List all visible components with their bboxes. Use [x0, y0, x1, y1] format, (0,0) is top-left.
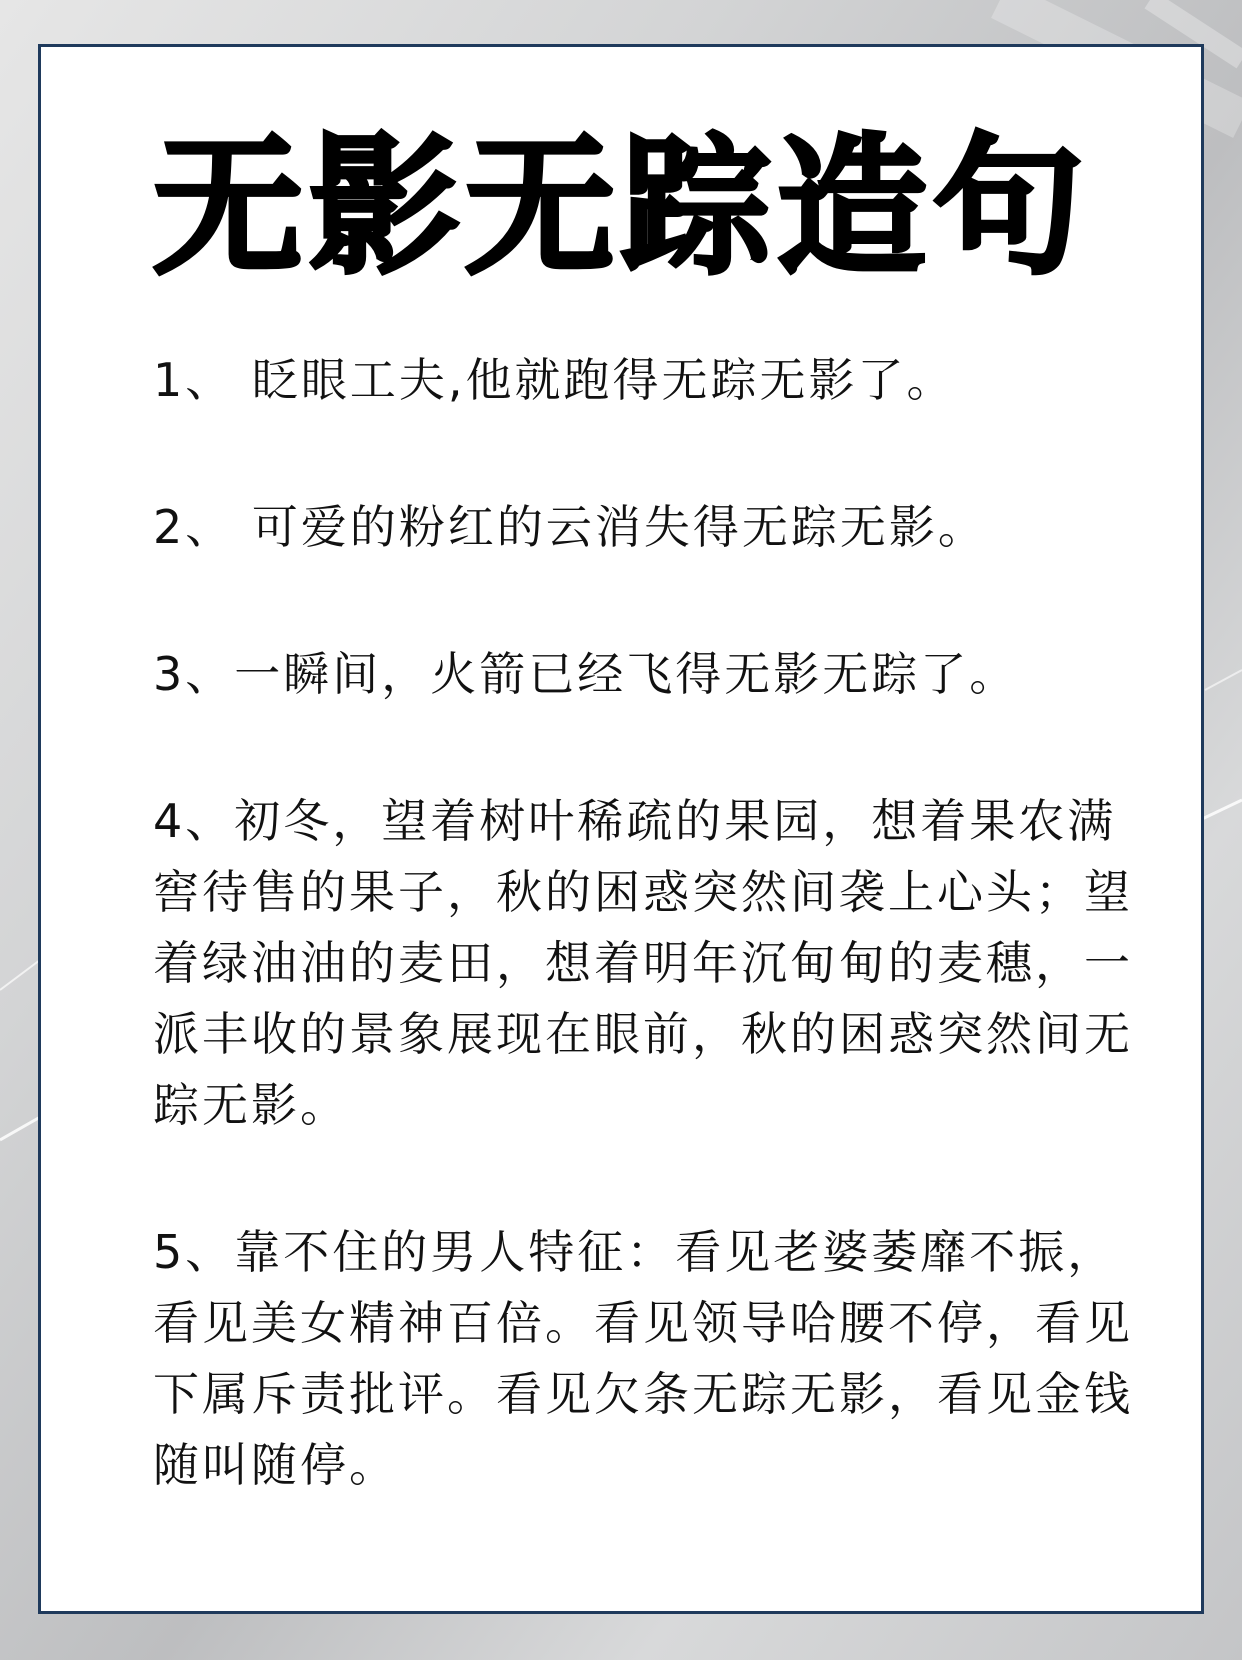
- content-card: [38, 44, 1204, 1614]
- sentence-item: 1、 眨眼工夫,他就跑得无踪无影了。: [153, 353, 956, 407]
- sentence-item: 2、 可爱的粉红的云消失得无踪无影。: [153, 500, 987, 554]
- page-title: 无影无踪造句: [152, 121, 1089, 295]
- sentence-list: [153, 345, 1143, 1501]
- sentence-item: 4、初冬，望着树叶稀疏的果园，想着果农满窖待售的果子，秋的困惑突然间袭上心头；望着绿油油的麦田，想着明年沉甸甸的麦穗，一派丰收的景象展现在眼前，秋的困惑突然间无踪无影。: [153, 794, 1133, 1132]
- sentence-item: 3、一瞬间，火箭已经飞得无影无踪了。: [153, 647, 1019, 701]
- sentence-item: 5、靠不住的男人特征：看见老婆萎靡不振，看见美女精神百倍。看见领导哈腰不停，看见下属斥责批评。看见欠条无踪无影，看见金钱随叫随停。: [153, 1225, 1133, 1492]
